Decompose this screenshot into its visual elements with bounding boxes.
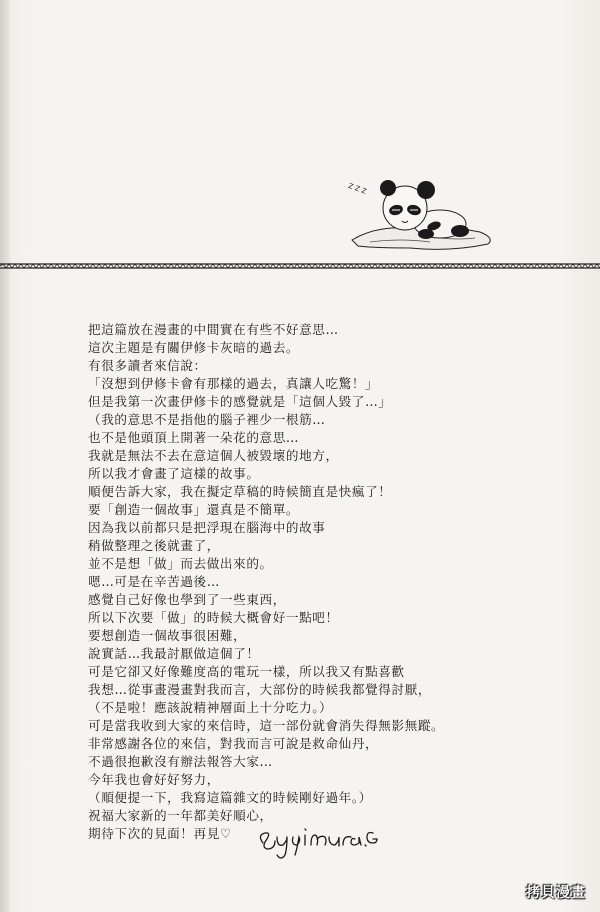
note-line: 不過很抱歉沒有辦法報答大家… (88, 754, 273, 769)
note-line: 但是我第一次畫伊修卡的感覺就是「這個人毀了…」 (88, 394, 392, 409)
note-line: 有很多讀者來信說： (88, 358, 207, 373)
note-line: 非常感謝各位的來信，對我而言可說是救命仙丹， (88, 736, 379, 751)
note-line: 因為我以前都只是把浮現在腦海中的故事 (88, 520, 326, 535)
decorative-divider (0, 262, 600, 270)
note-line: 祝福大家新的一年都美好順心， (88, 808, 273, 823)
note-line: 把這篇放在漫畫的中間實在有些不好意思… (88, 322, 339, 337)
note-line: 可是它卻又好像難度高的電玩一樣，所以我又有點喜歡 (88, 664, 405, 679)
note-line: 我想…從事畫漫畫對我而言，大部份的時候我都覺得討厭， (88, 682, 432, 697)
note-line: （順便提一下，我寫這篇雜文的時候剛好過年。） (88, 790, 372, 805)
note-line: 所以我才會畫了這樣的故事。 (88, 466, 260, 481)
note-line: 這次主題是有關伊修卡灰暗的過去。 (88, 340, 300, 355)
note-line: 感覺自己好像也學到了一些東西， (88, 592, 286, 607)
note-line: 所以下次要「做」的時候大概會好一點吧！ (88, 610, 339, 625)
note-line: 要想創造一個故事很困難， (88, 628, 247, 643)
note-line: 說實話…我最討厭做這個了！ (88, 646, 260, 661)
note-line: 可是當我收到大家的來信時，這一部份就會消失得無影無蹤。 (88, 718, 445, 733)
handwritten-signature (255, 815, 385, 865)
note-line: 也不是他頭頂上開著一朵花的意思… (88, 430, 300, 445)
note-line: 要「創造一個故事」還真是不簡單。 (88, 502, 300, 517)
note-line: （我的意思不是指他的腦子裡少一根筋… (88, 412, 326, 427)
panda-left-ear (380, 180, 396, 196)
note-line: 嗯…可是在辛苦過後… (88, 574, 220, 589)
note-line: 我就是無法不去在意這個人被毀壞的地方， (88, 448, 339, 463)
panda-front-paw (418, 229, 434, 239)
note-line: 並不是想「做」而去做出來的。 (88, 556, 273, 571)
panda-back-leg (451, 225, 469, 237)
panda-right-ear (417, 181, 435, 199)
note-line: 順便告訴大家，我在擬定草稿的時候簡直是快瘋了！ (88, 484, 392, 499)
author-note (88, 321, 558, 843)
page-binding-edge (0, 0, 10, 912)
note-line: 「沒想到伊修卡會有那樣的過去，真讓人吃驚！」 (88, 376, 379, 391)
watermark-text: 拷貝漫畫 (526, 885, 586, 901)
note-line: 期待下次的見面！再見♡ (88, 826, 232, 841)
note-line: （不是啦！應該說精神層面上十分吃力。） (88, 700, 333, 715)
sleep-text: Z Z Z (347, 181, 368, 196)
note-line: 稍做整理之後就畫了， (88, 538, 220, 553)
sleep-z-marks (347, 182, 368, 196)
sleeping-panda-illustration (330, 168, 500, 258)
note-line: 今年我也會好好努力， (88, 772, 220, 787)
